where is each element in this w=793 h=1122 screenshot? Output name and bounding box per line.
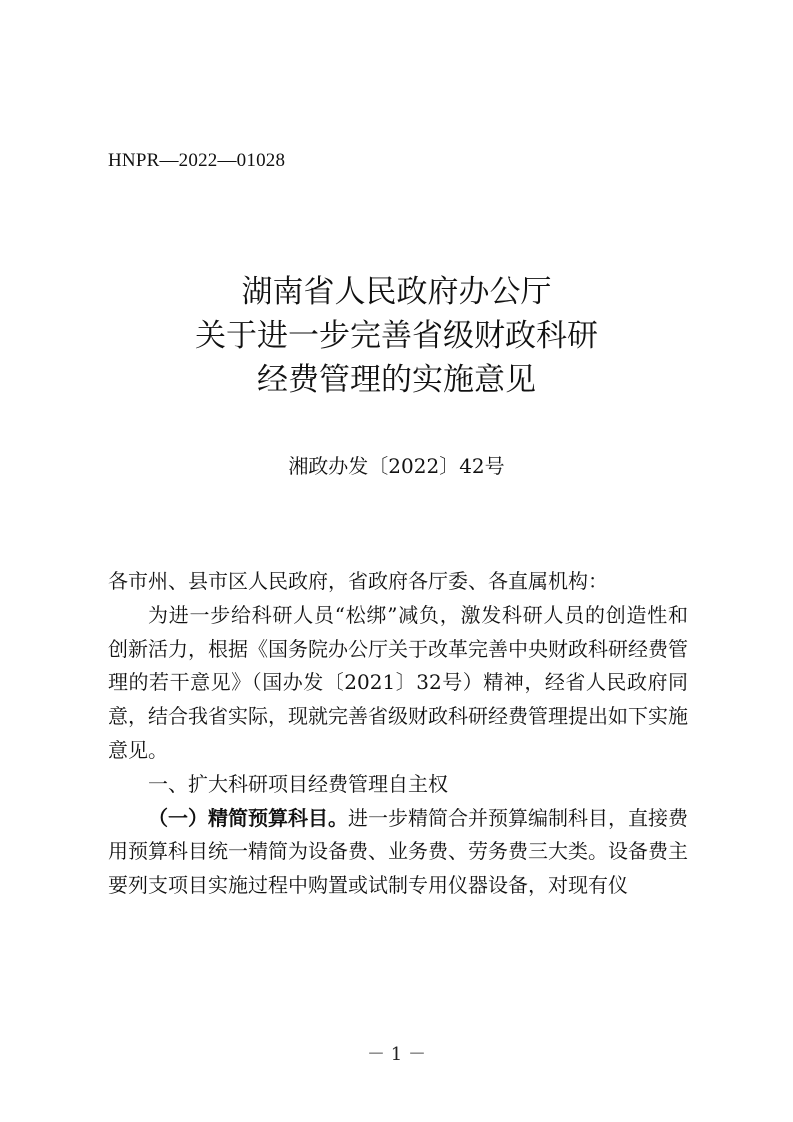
addressee: 各市州、县市区人民政府，省政府各厅委、各直属机构：: [108, 569, 608, 593]
document-body: [108, 565, 688, 903]
issuer-code: 湘政办发〔2022〕42号: [288, 454, 505, 478]
page-number: － 1 －: [367, 1044, 426, 1065]
title-line-2: 关于进一步完善省级财政科研: [195, 318, 598, 354]
item-heading: （一）精简预算科目。: [148, 805, 348, 830]
title-line-3: 经费管理的实施意见: [257, 362, 536, 398]
document-title: [0, 270, 793, 402]
title-line-1: 湖南省人民政府办公厅: [241, 274, 552, 310]
section-heading: 一、扩大科研项目经费管理自主权: [148, 771, 448, 796]
item-paragraph: [108, 802, 688, 903]
intro-paragraph: 为进一步给科研人员“松绑”减负，激发科研人员的创造性和创新活力，根据《国务院办公厅关于改革完善中央财政科研经费管理的若干意见》（国办发〔2021〕32号）精神，经省人民政府同意，结合我省实际，现就完善省级财政科研经费管理提出如下实施意见。: [108, 602, 688, 762]
document-number: HNPR—2022—01028: [108, 150, 286, 171]
item-text: 进一步精简合并预算编制科目，直接费用预算科目统一精简为设备费、业务费、劳务费三大类。设备费主要列支项目实施过程中购置或试制专用仪器设备，对现有仪: [108, 805, 688, 898]
